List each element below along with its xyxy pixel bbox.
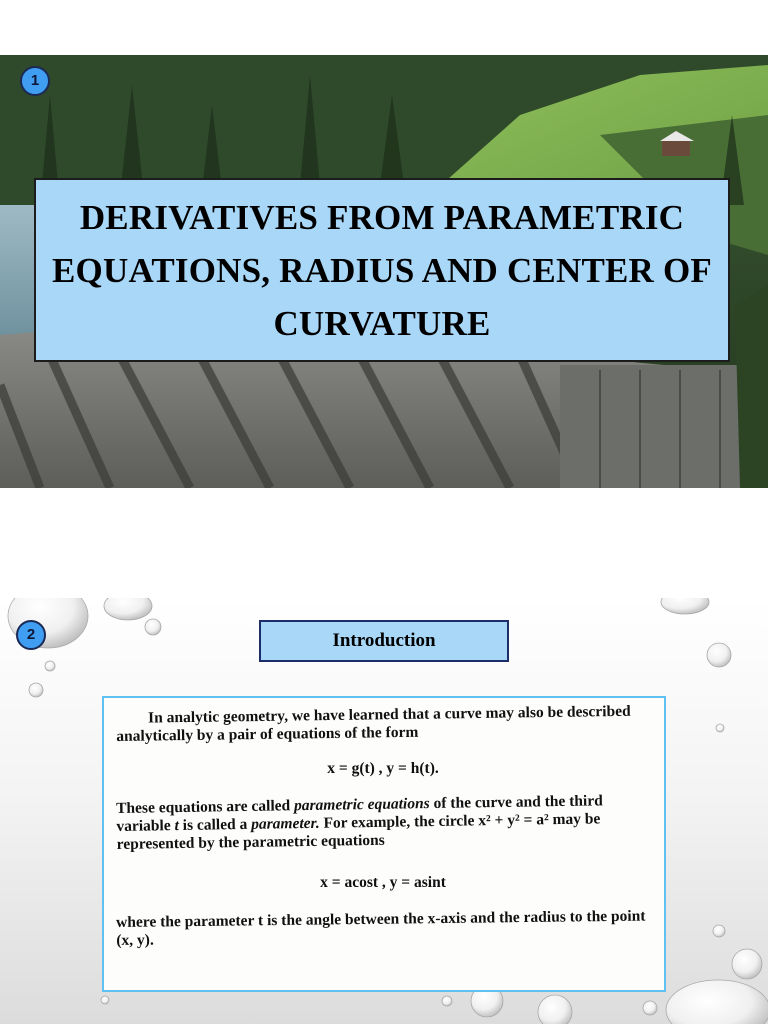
slide-number-badge: 2: [16, 620, 46, 650]
textbook-excerpt: [102, 696, 666, 992]
slide-number-badge: 1: [20, 66, 50, 96]
introduction-header: [259, 620, 509, 662]
definition-text-2: of the curve and the third variable: [116, 792, 603, 835]
term-parameter: parameter.: [251, 814, 320, 833]
parametric-equation-1: x = g(t) , y = h(t).: [327, 760, 439, 777]
definition-text-1: These equations are called: [116, 797, 295, 817]
introduction-label: Introduction: [332, 630, 436, 651]
slide-title: DERIVATIVES FROM PARAMETRIC EQUATIONS, RADIUS AND CENTER OF CURVATURE: [52, 197, 712, 343]
definition-text-4: For example, the circle x² + y² = a² may be represented by the parametric equations: [116, 810, 601, 853]
parameter-explanation: where the parameter t is the angle between the x-axis and the radius to the point (x, y).: [116, 907, 646, 949]
term-t: t: [174, 817, 179, 835]
title-box: [34, 178, 730, 362]
parametric-equation-2: x = acost , y = asint: [320, 874, 446, 891]
definition-text-3: is called a: [178, 815, 252, 835]
term-parametric-equations: parametric equations: [293, 795, 430, 815]
slide-2: [0, 598, 768, 1024]
intro-paragraph: In analytic geometry, we have learned that a curve may also be described analytically by a pair of equations of the form: [116, 702, 631, 745]
definition-paragraph: [116, 792, 651, 854]
slide-1: [0, 55, 768, 488]
